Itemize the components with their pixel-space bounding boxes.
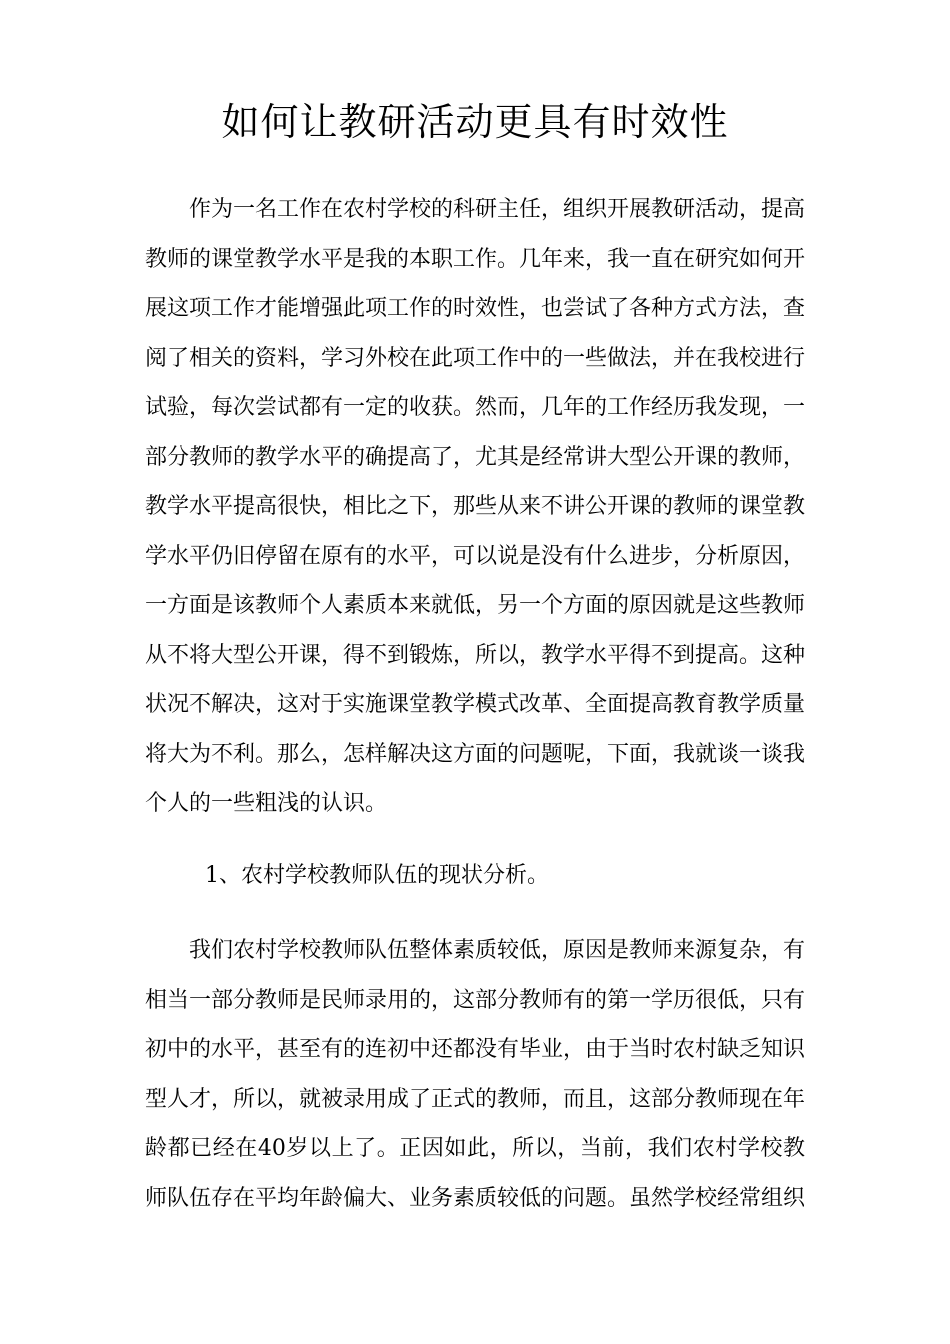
section-heading: 1、农村学校教师队伍的现状分析。 [205,863,549,888]
analysis-paragraph: 我们农村学校教师队伍整体素质较低，原因是教师来源复杂，有相当一部分教师是民师录用的，这部分教师有的第一学历很低，只有初中的水平，甚至有的连初中还都没有毕业，由于当时农村缺乏知识型人才，所以，就被录用成了正式的教师，而且，这部分教师现在年龄都已经在40岁以上了。正因如此，所以，当前，我们农村学校教师队伍存在平均年龄偏大、业务素质较低的问题。虽然学校经常组织 [145,938,805,1211]
document-title: 如何让教研活动更具有时效性 [221,100,729,144]
intro-paragraph: 作为一名工作在农村学校的科研主任，组织开展教研活动，提高教师的课堂教学水平是我的本职工作。几年来，我一直在研究如何开展这项工作才能增强此项工作的时效性，也尝试了各种方式方法，查阅了相关的资料，学习外校在此项工作中的一些做法，并在我校进行试验，每次尝试都有一定的收获。然而，几年的工作经历我发现，一部分教师的教学水平的确提高了，尤其是经常讲大型公开课的教师，教学水平提高很快，相比之下，那些从来不讲公开课的教师的课堂教学水平仍旧停留在原有的水平，可以说是没有什么进步，分析原因，一方面是该教师个人素质本来就低，另一个方面的原因就是这些教师从不将大型公开课，得不到锻炼，所以，教学水平得不到提高。这种状况不解决，这对于实施课堂教学模式改革、全面提高教育教学质量将大为不利。那么，怎样解决这方面的问题呢，下面，我就谈一谈我个人的一些粗浅的认识。 [145,197,806,816]
